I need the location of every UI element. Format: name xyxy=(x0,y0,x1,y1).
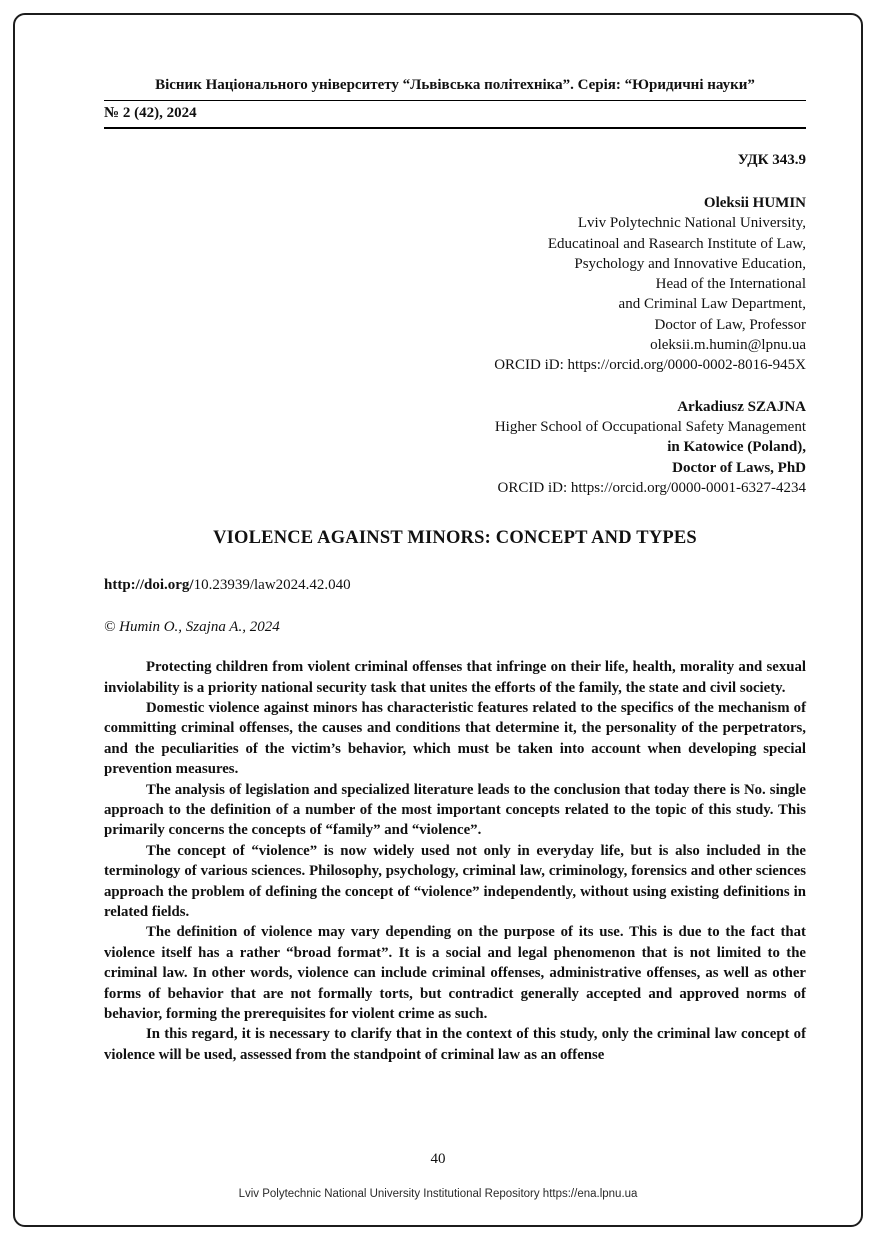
issue-number: № 2 (42), 2024 xyxy=(104,101,806,129)
author-orcid: ORCID iD: https://orcid.org/0000-0001-6327-4234 xyxy=(497,479,806,496)
author-orcid: ORCID iD: https://orcid.org/0000-0002-8016-945X xyxy=(494,357,806,374)
journal-header: Вісник Національного університету “Львівська політехніка”. Серія: “Юридичні науки” xyxy=(104,76,806,101)
paragraph: In this regard, it is necessary to clarify that in the context of this study, only the criminal law concept of violence will be used, assessed from the standpoint of criminal law as an offense xyxy=(104,1026,806,1063)
copyright-notice: © Humin O., Szajna A., 2024 xyxy=(104,619,280,636)
author-name: Oleksii HUMIN xyxy=(703,195,806,211)
author-email: oleksii.m.humin@lpnu.ua xyxy=(650,337,806,354)
author-block-szajna xyxy=(104,397,806,498)
author-name: Arkadiusz SZAJNA xyxy=(677,398,806,415)
doi-prefix: http://doi.org/ xyxy=(104,577,194,594)
article-title: VIOLENCE AGAINST MINORS: CONCEPT AND TYPES xyxy=(213,528,697,549)
repository-footer: Lviv Polytechnic National University Institutional Repository https://ena.lpnu.ua xyxy=(238,1188,638,1200)
author-affiliation-line: and Criminal Law Department, xyxy=(618,296,806,313)
doi-suffix: 10.23939/law2024.42.040 xyxy=(193,577,351,594)
paragraph: The definition of violence may vary depending on the purpose of its use. This is due to the fact that violence itself has a rather “broad format”. It is a social and legal phenomenon that is not limited to the criminal law. In other words, violence can include criminal offenses, administrative offenses, as well as other forms of behavior that are not formally torts, but contradict generally accepted and approved norms of behavior, forming the prerequisites for violent crime as such. xyxy=(104,924,806,1023)
page-content xyxy=(104,76,806,1065)
author-affiliation-line: Educatinoal and Rasearch Institute of Law, xyxy=(547,235,806,252)
page-number: 40 xyxy=(430,1151,446,1167)
paragraph: The analysis of legislation and specialized literature leads to the conclusion that today there is No. single approach to the definition of a number of the most important concepts related to the topic of this study. This primarily concerns the concepts of “family” and “violence”. xyxy=(104,781,806,839)
doi-line xyxy=(104,577,806,594)
paragraph: Domestic violence against minors has characteristic features related to the specifics of the mechanism of committing criminal offenses, the causes and conditions that determine it, the personality of the perpetrators, and the peculiarities of the victim’s behavior, which must be taken into account when developing special prevention measures. xyxy=(104,699,806,778)
author-affiliation-line: Lviv Polytechnic National University, xyxy=(577,215,806,232)
paragraph: The concept of “violence” is now widely used not only in everyday life, but is also included in the terminology of various sciences. Philosophy, psychology, criminal law, criminology, forensics and other sciences approach the problem of defining the concept of “violence” independently, without using existing definitions in related fields. xyxy=(104,842,806,921)
abstract-body xyxy=(104,657,806,1065)
author-affiliation-line: Higher School of Occupational Safety Management xyxy=(494,418,806,435)
author-title-line: Doctor of Laws, PhD xyxy=(672,459,806,476)
author-affiliation-line: Psychology and Innovative Education, xyxy=(574,255,806,272)
author-block-humin xyxy=(104,193,806,376)
author-affiliation-line: in Katowice (Poland), xyxy=(667,439,806,456)
paragraph: Protecting children from violent criminal offenses that infringe on their life, health, morality and sexual inviolability is a priority national security task that unites the efforts of the family, the state and civil society. xyxy=(104,659,806,696)
udc-code: УДК 343.9 xyxy=(737,152,806,168)
author-title-line: Doctor of Law, Professor xyxy=(654,316,806,333)
author-affiliation-line: Head of the International xyxy=(655,276,806,293)
